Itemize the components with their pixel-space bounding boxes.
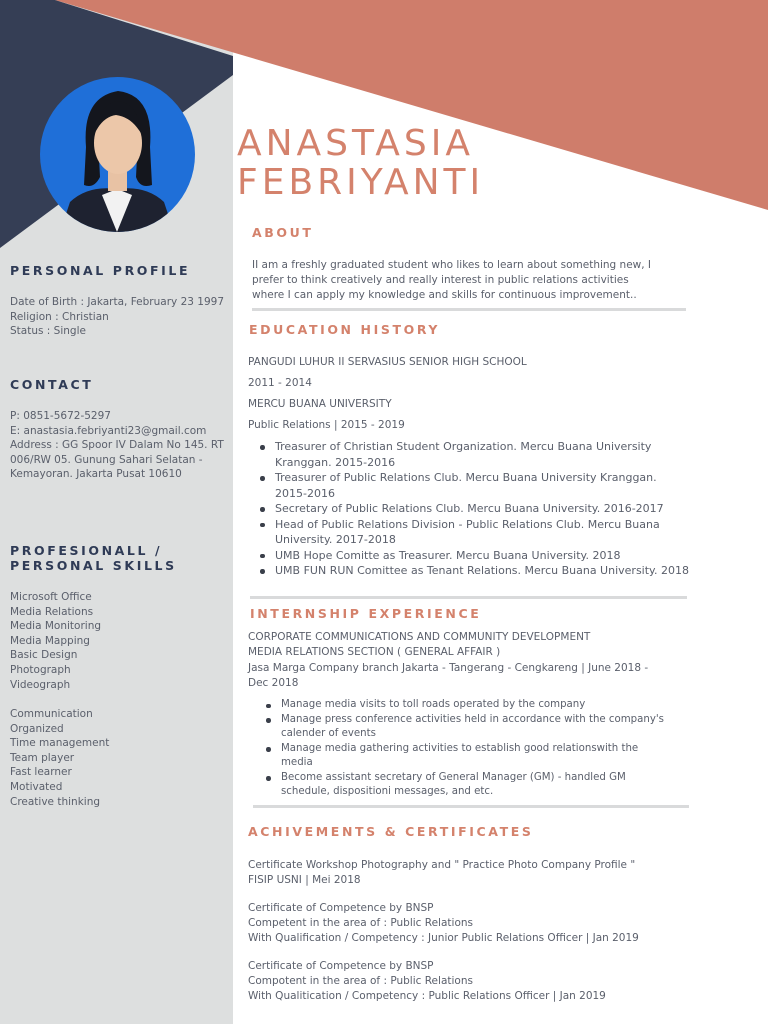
date-of-birth: Date of Birth : Jakarta, February 23 1997 [10,296,225,308]
divider [253,805,689,808]
contact-email: E: anastasia.febriyanti23@gmail.com [10,424,207,437]
list-item: Manage press conference activities held in accordance with the company's calender of events [281,713,666,742]
school-name: PANGUDI LUHUR II SERVASIUS SENIOR HIGH SCHOOL [248,356,527,368]
skill-item: Microsoft Office [10,591,92,603]
personal-profile-heading: PERSONAL PROFILE [10,263,191,278]
about-line: II am a freshly graduated student who likes to learn about something new, I [252,259,652,271]
contact-phone: P: 0851-5672-5297 [10,410,111,422]
internship-section: MEDIA RELATIONS SECTION ( GENERAL AFFAIR ) [248,646,501,658]
skill-item: Media Monitoring [10,620,102,633]
contact-address: Address : GG Spoor IV Dalam No 145. RT 006/RW 05. Gunung Sahari Selatan - Kemayoran. Jakarta Pusat 10610 [10,439,224,481]
list-item: Secretary of Public Relations Club. Mercu Buana University. 2016-2017 [275,501,690,517]
internship-heading: INTERNSHIP EXPERIENCE [250,606,482,621]
about-line: where I can apply my knowledge and skills for continuous improvement.. [252,289,637,301]
religion: Religion : Christian [10,310,109,323]
list-item: UMB Hope Comitte as Treasurer. Mercu Buana University. 2018 [275,548,690,564]
certificate-detail: Compotent in the area of : Public Relations [248,975,473,987]
skills-heading-line2: PERSONAL SKILLS [10,558,177,573]
internship-title: CORPORATE COMMUNICATIONS AND COMMUNITY DEVELOPMENT [248,631,591,643]
list-item: Treasurer of Public Relations Club. Mercu Buana University Kranggan. 2015-2016 [275,470,690,501]
certificate-detail: FISIP USNI | Mei 2018 [248,874,361,886]
certificate-title: Certificate of Competence by BNSP [248,902,434,914]
skill-item: Photograph [10,664,71,676]
divider [250,596,687,599]
skill-item: Basic Design [10,649,78,662]
certificate-detail: With Qualification / Competency : Junior Public Relations Officer | Jan 2019 [248,932,639,944]
profile-photo [40,77,195,232]
list-item: Treasurer of Christian Student Organization. Mercu Buana University Kranggan. 2015-2016 [275,439,690,470]
certificate-detail: Competent in the area of : Public Relations [248,917,473,929]
skill-item: Media Mapping [10,634,90,647]
list-item: Head of Public Relations Division - Public Relations Club. Mercu Buana University. 2017-2018 [275,517,690,548]
status: Status : Single [10,325,86,338]
skill-item: Creative thinking [10,795,101,808]
university-name: MERCU BUANA UNIVERSITY [248,398,392,410]
skill-item: Organized [10,722,64,735]
about-line: prefer to think creatively and really interest in public relations activities [252,274,629,286]
list-item: Manage media gathering activities to establish good relationswith the media [281,742,666,771]
skill-item: Motivated [10,781,63,793]
university-major: Public Relations | 2015 - 2019 [248,419,405,431]
skill-item: Fast learner [10,766,72,779]
internship-tasks-list [255,698,666,800]
internship-company: Jasa Marga Company branch Jakarta - Tangerang - Cengkareng | June 2018 - Dec 2018 [248,662,649,689]
skill-item: Time management [10,737,110,750]
list-item: Become assistant secretary of General Manager (GM) - handled GM schedule, dispositioni messages, and etc. [281,771,666,800]
contact-heading: CONTACT [10,377,94,392]
last-name: FEBRIYANTI [237,162,485,203]
skill-item: Media Relations [10,605,94,618]
skills-heading-line1: PROFESIONALL / [10,543,163,558]
about-heading: ABOUT [252,225,314,240]
achievements-heading: ACHIVEMENTS & CERTIFICATES [248,824,534,839]
skill-item: Communication [10,708,93,720]
skill-item: Videograph [10,678,71,691]
list-item: Manage media visits to toll roads operated by the company [281,698,666,713]
list-item: UMB FUN RUN Comittee as Tenant Relations. Mercu Buana University. 2018 [275,564,689,577]
certificate-detail: With Qualitication / Competency : Public Relations Officer | Jan 2019 [248,990,606,1002]
first-name: ANASTASIA [237,123,474,164]
certificate-title: Certificate of Competence by BNSP [248,960,434,972]
certificate-title: Certificate Workshop Photography and " Practice Photo Company Profile " [248,859,636,871]
school-years: 2011 - 2014 [248,377,312,389]
divider [252,308,686,311]
skill-item: Team player [10,751,75,764]
education-activities-list [249,439,690,579]
education-heading: EDUCATION HISTORY [249,322,441,337]
